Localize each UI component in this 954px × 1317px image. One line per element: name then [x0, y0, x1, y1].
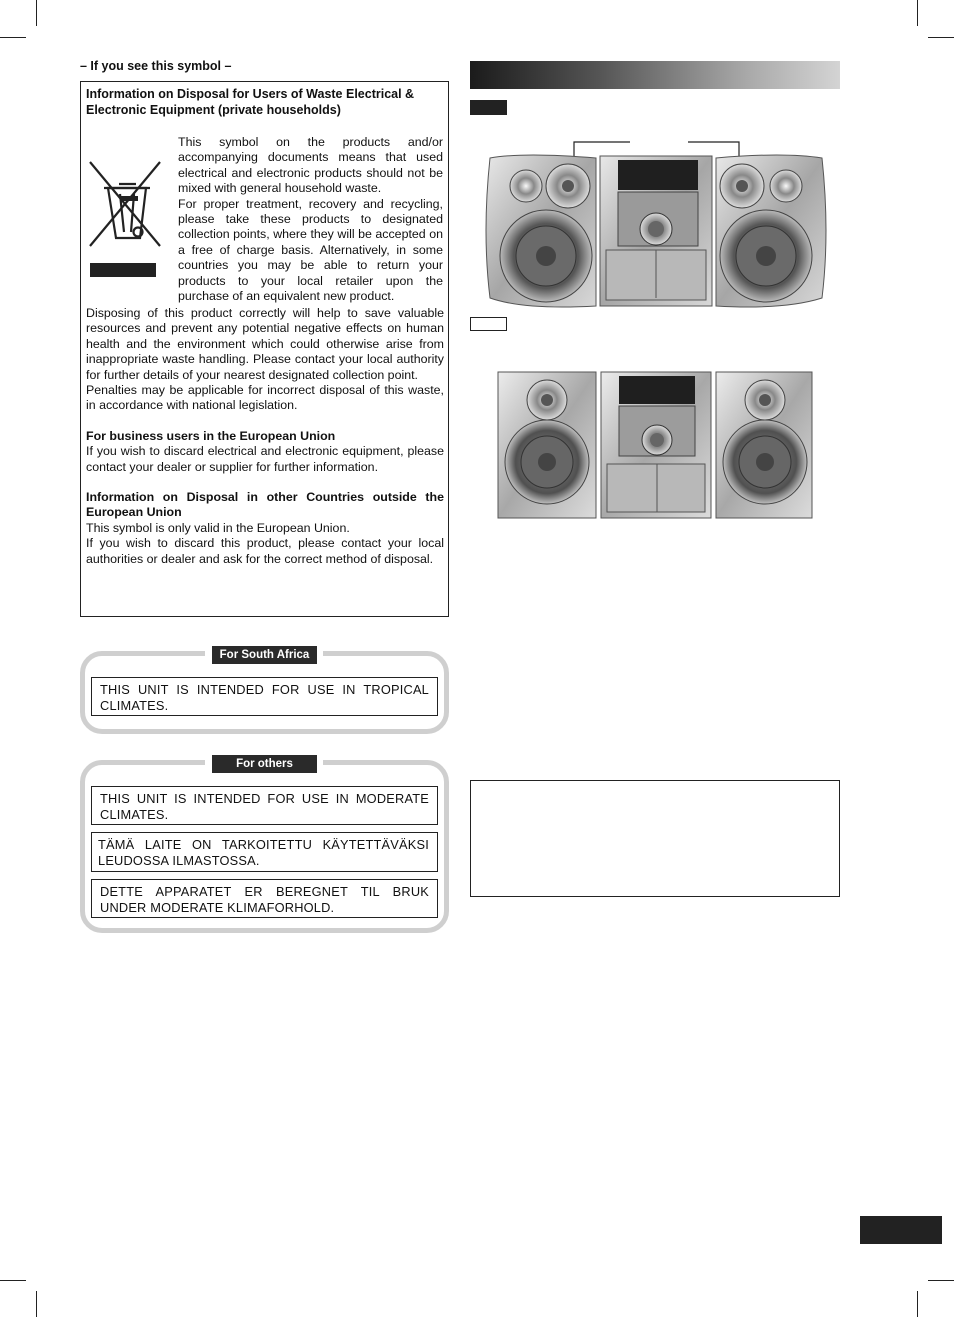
moderate-climate-notice-no: DETTE APPARATET ER BEREGNET TIL BRUK UNDER MODERATE KLIMAFORHOLD.: [91, 879, 438, 918]
business-text: If you wish to discard electrical and electronic equipment, please contact your dealer or supplier for further information.: [86, 444, 444, 474]
crop-mark: [36, 0, 37, 26]
crop-mark: [0, 1280, 26, 1281]
page-number-tab: [860, 1216, 942, 1244]
outside-eu-text-1: This symbol is only valid in the European Union.: [86, 520, 350, 535]
symbol-title: – If you see this symbol –: [80, 59, 232, 73]
empty-info-box: [470, 780, 840, 897]
weee-heading: Information on Disposal for Users of Waste Electrical & Electronic Equipment (private households): [86, 87, 415, 117]
model-tab-light: [470, 317, 507, 331]
weee-paragraph-3: Disposing of this product correctly will help to save valuable resources and prevent any potential negative effects on human health and the environment which could otherwise arise from inappropriate waste handling. Please contact your local authority for further details of your nearest designated collection point.: [86, 306, 444, 382]
crop-mark: [917, 0, 918, 26]
crop-mark: [928, 1280, 954, 1281]
weee-paragraph-4: Penalties may be applicable for incorrect disposal of this waste, in accordance with national legislation.: [86, 383, 444, 413]
weee-body-text: [86, 306, 444, 567]
crop-mark: [928, 37, 954, 38]
crop-mark: [917, 1291, 918, 1317]
crop-mark: [0, 37, 26, 38]
stereo-system-illustration-large: [484, 138, 830, 308]
weee-symbol-text: [178, 135, 443, 304]
section-header-bar: [470, 61, 840, 89]
model-tab-dark: [470, 100, 507, 115]
weee-paragraph-1: This symbol on the products and/or accompanying documents means that used electrical and electronic products should not be mixed with general household waste.: [178, 135, 443, 196]
crop-mark: [36, 1291, 37, 1317]
weee-paragraph-2: For proper treatment, recovery and recycling, please take these products to designated collection points, where they will be accepted on a free of charge basis. Alternatively, in some countries you may be able to return your products to your local retailer upon the purchase of an equivalent new product.: [178, 196, 443, 304]
moderate-climate-notice-en: THIS UNIT IS INTENDED FOR USE IN MODERATE CLIMATES.: [91, 786, 438, 825]
business-heading: For business users in the European Union: [86, 428, 336, 443]
south-africa-label: For South Africa: [212, 646, 317, 664]
tropical-climate-notice: THIS UNIT IS INTENDED FOR USE IN TROPICAL CLIMATES.: [91, 677, 438, 716]
others-label: For others: [212, 755, 317, 773]
outside-eu-heading: Information on Disposal in other Countries outside the European Union: [86, 490, 444, 520]
moderate-climate-notice-fi: TÄMÄ LAITE ON TARKOITETTU KÄYTETTÄVÄKSI LEUDOSSA ILMASTOSSA.: [91, 832, 438, 872]
weee-disposal-box: [80, 81, 449, 617]
outside-eu-text-2: If you wish to discard this product, please contact your local authorities or dealer and ask for the correct method of disposal.: [86, 536, 444, 566]
crossed-out-bin-icon: [86, 160, 168, 280]
stereo-system-illustration-small: [497, 370, 815, 520]
